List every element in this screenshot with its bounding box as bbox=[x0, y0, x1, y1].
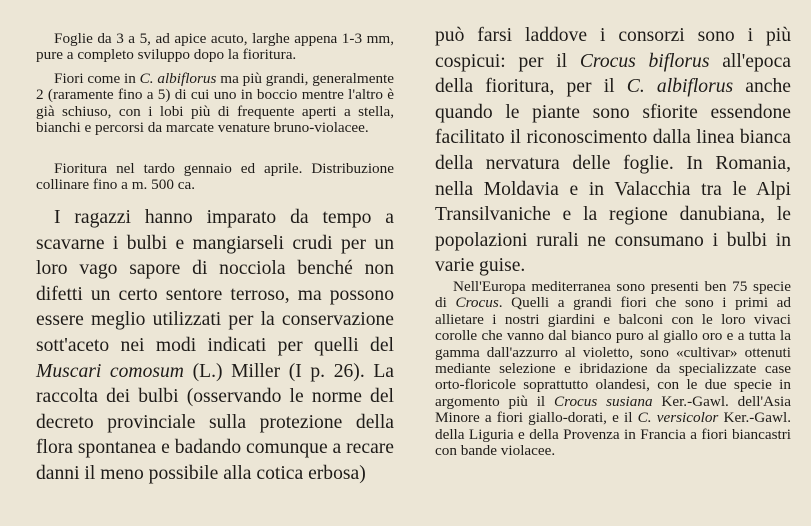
flowering-text: Fioritura nel tardo gennaio ed aprile. Distribuzione collinare fino a m. 500 ca. bbox=[36, 160, 394, 194]
species-name-susiana: Crocus susiana bbox=[553, 392, 653, 410]
species-name-biflorus: Crocus biflorus bbox=[579, 50, 710, 72]
leaves-description bbox=[36, 31, 394, 64]
mediterranean-text-a: Nell'Europa mediterranea sono presenti ben 75 specie di bbox=[435, 278, 791, 312]
species-name-albiflorus: C. albiflorus bbox=[139, 70, 217, 87]
flowering-distribution bbox=[36, 161, 394, 194]
mediterranean-text-d: Ker.-Gawl. della Liguria e della Provenza in Francia a fiori biancastri con bande violacee. bbox=[435, 409, 791, 460]
genus-name-crocus: Crocus bbox=[455, 294, 499, 312]
main-text-end: (L.) Miller (I p. 26). La raccolta dei bulbi (osservando le norme del decreto provinciale sulla protezione della flora spontanea e badando comunque a recare danni il meno possibile alla cotica erbosa) bbox=[36, 360, 395, 484]
main-text-paragraph bbox=[36, 205, 394, 487]
mediterranean-text-b: . Quelli a grandi fiori che sono i primi ad allietare i nostri giardini e balconi con le loro vivaci corolle che vanno dal bianco puro al giallo oro e a tutta la gamma dall'azzurro al violetto, sono «cultivar» ottenuti mediante selezione e ibridazione da specializzate case orto-floricole soprattutto olandesi, con le due specie in argomento più il bbox=[435, 294, 791, 410]
mediterranean-text-c: Ker.-Gawl. dell'Asia Minore a fiori giallo-dorati, e il bbox=[435, 392, 792, 427]
continuation-text-a: può farsi laddove i consorzi sono i più cospicui: per il bbox=[435, 25, 791, 72]
species-name-albiflorus-2: C. albiflorus bbox=[626, 76, 734, 98]
flowers-text-end: ma più grandi, generalmente 2 (raramente fino a 5) di cui uno in boccio mentre l'altro è già schiuso, con i lobi più di frequente aperti a stella, bianchi e percorsi da marcate venature bruno-violacee. bbox=[36, 70, 394, 137]
species-name-versicolor: C. versicolor bbox=[637, 409, 719, 427]
flowers-description bbox=[36, 71, 394, 137]
species-name-muscari: Muscari comosum bbox=[36, 360, 184, 382]
flowers-text-start: Fiori come in bbox=[54, 70, 140, 87]
continuation-paragraph bbox=[435, 23, 791, 279]
continuation-text-b: all'epoca della fioritura, per il bbox=[435, 50, 791, 98]
mediterranean-species-paragraph bbox=[435, 279, 791, 459]
continuation-text-c: anche quando le piante sono sfiorite essendone facilitato il riconoscimento dalla linea bianca della nervatura delle foglie. In Romania, nella Moldavia e in Valacchia tra le Alpi Transilvaniche e la regione danubiana, le popolazioni rurali ne consumano i bulbi in varie guise. bbox=[435, 76, 791, 277]
main-text-start: I ragazzi hanno imparato da tempo a scavarne i bulbi e mangiarseli crudi per un loro vago sapore di nocciola benché non difetti un certo sentore terroso, ma possono essere meglio utilizzati per la conservazione sott'aceto nei modi indicati per quelli del bbox=[36, 207, 394, 356]
leaves-text: Foglie da 3 a 5, ad apice acuto, larghe appena 1-3 mm, pure a completo sviluppo dopo la fioritura. bbox=[36, 30, 394, 64]
